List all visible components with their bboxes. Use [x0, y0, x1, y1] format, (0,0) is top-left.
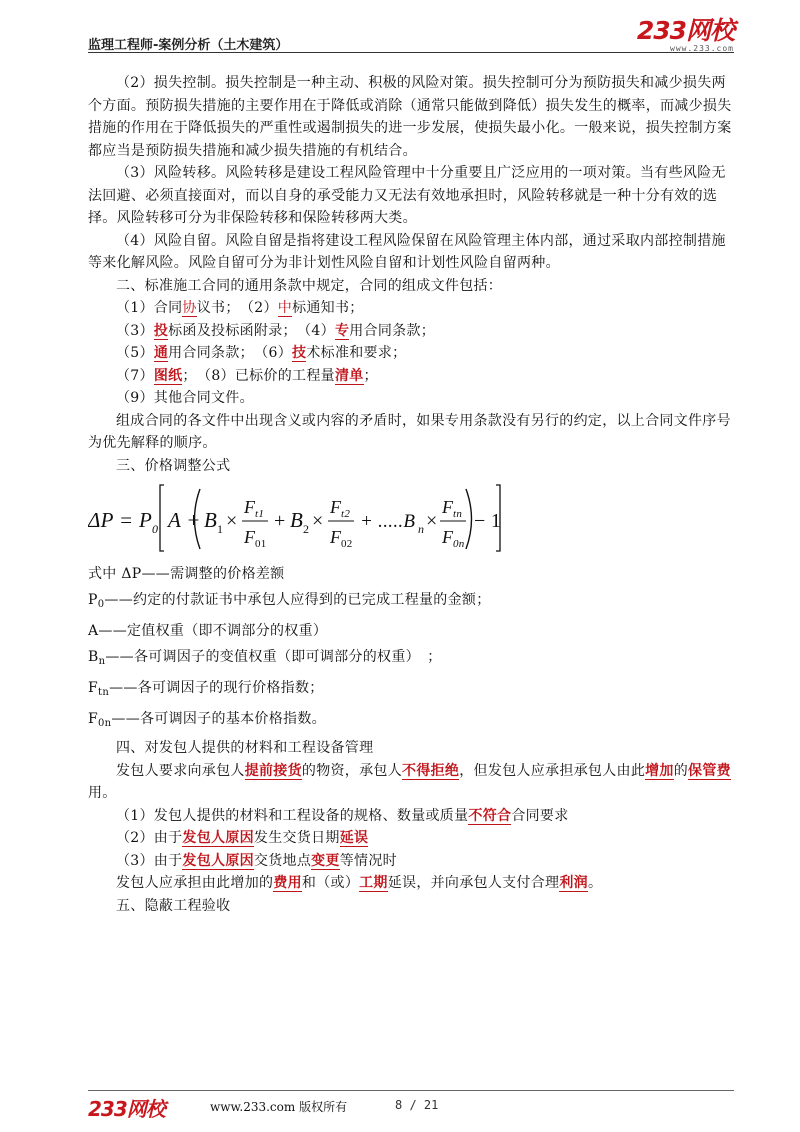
contract-doc-line-4: （7）图纸； （8）已标价的工程量清单； — [116, 367, 378, 384]
keyword-highlight: 发包人原因 — [182, 852, 254, 869]
formula-definitions — [88, 561, 736, 737]
svg-text:01: 01 — [255, 538, 267, 550]
paragraph-material-delivery: 发包人要求向承包人提前接货的物资，承包人不得拒绝，但发包人应承担承包人由此增加的保管费用。 — [88, 762, 731, 801]
svg-text:02: 02 — [341, 538, 353, 550]
svg-text:tn: tn — [453, 508, 463, 520]
paragraph-risk-retention: （4）风险自留。风险自留是指将建设工程风险保留在风险管理主体内部，通过采取内部控制措施等来化解风险。风险自留可分为非计划性风险自留和计划性风险自留两种。 — [88, 232, 726, 271]
keyword-highlight: 投 — [153, 322, 169, 339]
svg-text:F: F — [442, 497, 454, 517]
brand-logo-text: 233网校 — [636, 16, 734, 45]
paragraph-risk-transfer: （3）风险转移。风险转移是建设工程风险管理中十分重要且广泛应用的一项对策。当有些风险无法回避、必须直接面对，而以自身的承受能力又无法有效地承担时，风险转移就是一种十分有效的选择。风险转移可分为非保险转移和保险转移两大类。 — [88, 165, 726, 226]
svg-text:F: F — [244, 527, 256, 547]
keyword-highlight: 协 — [182, 300, 197, 316]
document-body — [88, 72, 736, 917]
condition-line-2: （2）由于发包人原因发生交货日期延误 — [116, 830, 369, 846]
keyword-highlight: 费用 — [273, 875, 302, 891]
footer-copyright: www.233.com 版权所有 — [210, 1100, 348, 1114]
section-2-heading: 二、标准施工合同的通用条款中规定，合同的组成文件包括： — [116, 277, 503, 294]
keyword-highlight: 提前接货 — [244, 762, 302, 779]
contract-doc-line-2: （3）投标函及投标函附录； （4）专用合同条款； — [116, 322, 436, 339]
section-5-heading: 五、隐蔽工程验收 — [116, 897, 231, 914]
section-4-heading: 四、对发包人提供的材料和工程设备管理 — [116, 740, 374, 756]
svg-text:F: F — [330, 527, 342, 547]
svg-text:+ .....B: + .....B — [360, 511, 416, 532]
svg-text:×: × — [312, 510, 324, 532]
keyword-highlight: 工期 — [359, 875, 388, 891]
definition-a: A——定值权重（即不调部分的权重） — [88, 623, 328, 639]
svg-text:ΔP = P: ΔP = P — [88, 508, 153, 532]
brand-logo — [637, 18, 734, 53]
keyword-highlight: 技 — [292, 345, 307, 361]
keyword-highlight: 不得拒绝 — [402, 762, 460, 779]
svg-text:B: B — [290, 508, 304, 532]
keyword-highlight: 不符合 — [468, 807, 512, 824]
paragraph-loss-control: （2）损失控制。损失控制是一种主动、积极的风险对策。损失控制可分为预防损失和减少损失两个方面。预防损失措施的主要作用在于降低或消除（通常只能做到降低）损失发生的概率，而减少损失措施的作用在于降低损失的严重性或遏制损失的进一步发展，使损失最小化。一般来说，损失控制方案都应当是预防损失措施和减少损失措施的有机结合。 — [88, 75, 732, 159]
svg-text:0: 0 — [152, 522, 159, 536]
svg-text:F: F — [244, 497, 256, 517]
svg-text:A +: A + — [168, 508, 201, 532]
keyword-highlight: 延误 — [339, 830, 369, 846]
definition-f0n: $F_{0n}——$各可调因子的基本价格指数。 — [88, 711, 326, 729]
contract-doc-line-3: （5）通用合同条款； （6）技术标准和要求； — [116, 345, 407, 361]
contract-doc-line-1: （1）合同协议书； （2）中标通知书； — [116, 300, 364, 316]
page-footer — [88, 1096, 736, 1121]
svg-text:B: B — [204, 508, 218, 532]
svg-text:×: × — [426, 510, 438, 532]
svg-text:F: F — [442, 527, 454, 547]
keyword-highlight: 发包人原因 — [182, 830, 254, 846]
keyword-highlight: 图纸 — [153, 367, 183, 384]
definition-delta-p: 式中 ΔP——需调整的价格差额 — [88, 566, 285, 582]
keyword-highlight: 保管费 — [688, 762, 731, 779]
page-number: 8 / 21 — [395, 1098, 439, 1112]
condition-line-1: （1）发包人提供的材料和工程设备的规格、数量或质量不符合合同要求 — [116, 807, 569, 824]
svg-text:2: 2 — [303, 522, 310, 536]
brand-logo-url: www.233.com — [670, 44, 734, 53]
svg-text:t1: t1 — [255, 508, 265, 520]
svg-text:F: F — [330, 497, 342, 517]
document-header-title: 监理工程师-案例分析（土木建筑） — [88, 38, 289, 53]
footer-brand-logo: 233网校 — [88, 1097, 165, 1121]
paragraph-priority-order: 组成合同的各文件中出现含义或内容的矛盾时，如果专用条款没有另行的约定，以上合同文件序号为优先解释的顺序。 — [88, 412, 731, 451]
svg-text:1: 1 — [217, 522, 224, 536]
keyword-highlight: 中 — [277, 300, 293, 316]
condition-line-3: （3）由于发包人原因交货地点变更等情况时 — [116, 852, 397, 869]
paragraph-employer-liability: 发包人应承担由此增加的费用和（或）工期延误，并向承包人支付合理利润。 — [116, 875, 603, 891]
svg-text:0n: 0n — [453, 538, 465, 550]
svg-text:t2: t2 — [341, 508, 351, 520]
price-adjustment-formula — [88, 483, 736, 555]
definition-ftn: $F_{tn}——$各可调因子的现行价格指数； — [88, 680, 324, 698]
keyword-highlight: 清单 — [334, 367, 364, 384]
definition-p0: $P_0——$约定的付款证书中承包人应得到的已完成工程量的金额； — [88, 592, 491, 610]
footer-divider — [88, 1090, 734, 1091]
keyword-highlight: 变更 — [311, 852, 340, 869]
svg-text:+: + — [274, 510, 286, 532]
svg-text:n: n — [418, 522, 425, 536]
keyword-highlight: 通 — [153, 345, 169, 361]
header-divider — [88, 52, 734, 53]
svg-text:×: × — [226, 510, 238, 532]
definition-bn: $B_n——$各可调因子的变值权重（即可调部分的权重） ； — [88, 649, 442, 667]
keyword-highlight: 增加 — [645, 762, 674, 779]
section-3-heading: 三、价格调整公式 — [116, 457, 231, 474]
keyword-highlight: 利润 — [559, 875, 588, 891]
contract-doc-line-5: （9）其他合同文件。 — [116, 390, 254, 406]
svg-text:− 1: − 1 — [474, 510, 502, 532]
keyword-highlight: 专 — [334, 322, 350, 339]
